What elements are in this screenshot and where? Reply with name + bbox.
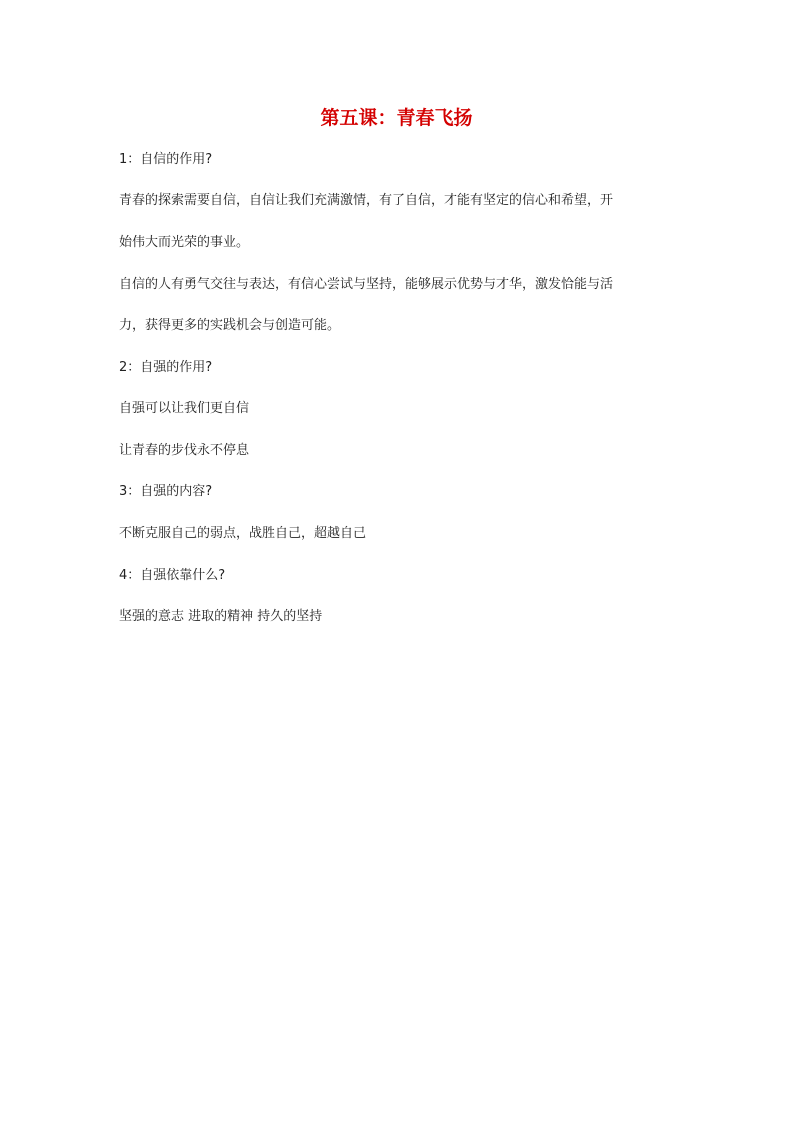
paragraph-line: 让青春的步伐永不停息 [119,443,250,458]
question-2: 2：自强的作用? [119,360,213,375]
paragraph-line: 青春的探索需要自信，自信让我们充满激情，有了自信，才能有坚定的信心和希望，开 [119,193,614,208]
paragraph-line: 自强可以让我们更自信 [119,401,250,416]
paragraph-line: 自信的人有勇气交往与表达，有信心尝试与坚持，能够展示优势与才华，激发恰能与活 [119,277,614,292]
question-4: 4：自强依靠什么? [119,568,226,583]
paragraph-line: 不断克服自己的弱点，战胜自己，超越自己 [119,526,367,541]
paragraph-line: 始伟大而光荣的事业。 [119,235,250,250]
paragraph-line: 力，获得更多的实践机会与创造可能。 [119,318,341,333]
paragraph-line: 坚强的意志 进取的精神 持久的坚持 [119,609,323,624]
question-3: 3：自强的内容? [119,484,213,499]
question-1: 1：自信的作用? [119,152,213,167]
document-title: 第五课：青春飞扬 [320,107,473,129]
